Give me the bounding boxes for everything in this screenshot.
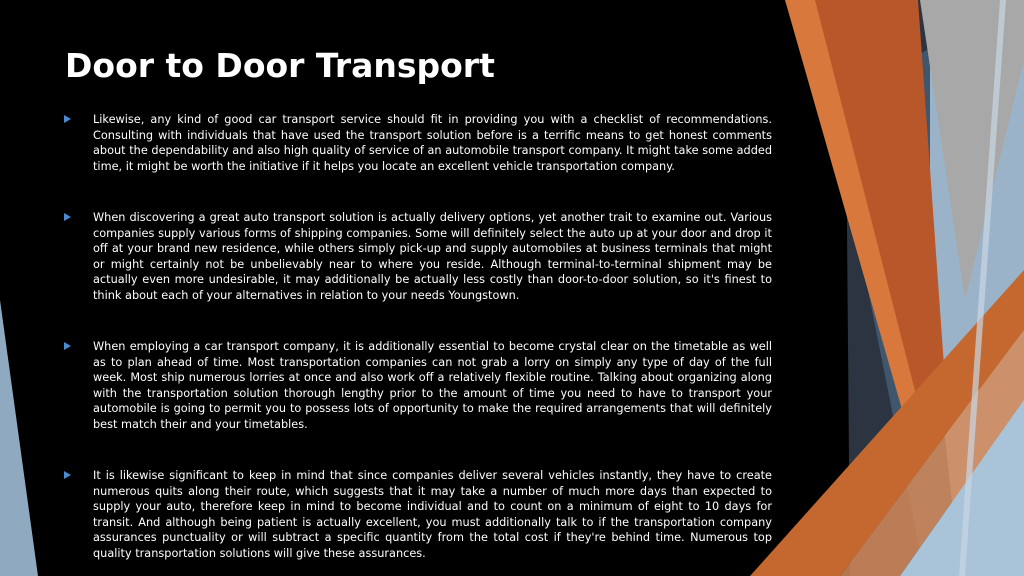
bullet-item [62,210,772,303]
triangle-bullet-icon [64,115,71,123]
bullet-text: Likewise, any kind of good car transport service should fit in providing you with a checklist of recommendations. Consulting with individuals that have used the transport solution before is a terrific means to get honest comments about the dependability and also high quality of service of an automobile transport company. It might take some added time, it might be worth the initiative if it helps you locate an excellent vehicle transportation company. [93,113,772,173]
bullet-item [62,468,772,561]
left-edge-shape [0,300,38,576]
triangle-bullet-icon [64,342,71,350]
bullet-text: It is likewise significant to keep in mind that since companies deliver several vehicles instantly, they have to create numerous quits along their route, which suggests that it may take a number of much more days than expected to supply your auto, therefore keep in mind to become individual and to count on a minimum of eight to 10 days for transit. And although being patient is actually excellent, you must additionally talk to if the transportation company assurances punctuality or will subtract a specific quantity from the total cost if they're behind time. Numerous top quality transportation solutions will give these assurances. [93,469,772,560]
triangle-bullet-icon [64,213,71,221]
bullet-item [62,339,772,432]
bullet-text: When discovering a great auto transport solution is actually delivery options, yet another trait to examine out. Various companies supply various forms of shipping companies. Some will definitely select the auto up at your door and drop it off at your brand new residence, while others simply pick-up and supply automobiles at business terminals that might or might certainly not be unbelievably near to where you reside. Although terminal-to-terminal shipment may be actually even more undesirable, it may additionally be actually less costly than door-to-door solution, so it's finest to think about each of your alternatives in relation to your needs Youngstown. [93,211,772,302]
bullet-text: When employing a car transport company, it is additionally essential to become crystal clear on the timetable as well as to plan ahead of time. Most transportation companies can not grab a lorry on simply any type of day of the full week. Most ship numerous lorries at once and also work off a relatively flexible routine. Talking about organizing along with the transportation solution thorough lengthy prior to the amount of time you need to have to transport your automobile is going to permit you to possess lots of opportunity to make the required arrangements that will definitely best match their and your timetables. [93,340,772,431]
bullet-list [62,112,772,561]
slide-title: Door to Door Transport [65,46,495,85]
bullet-item [62,112,772,174]
triangle-bullet-icon [64,471,71,479]
